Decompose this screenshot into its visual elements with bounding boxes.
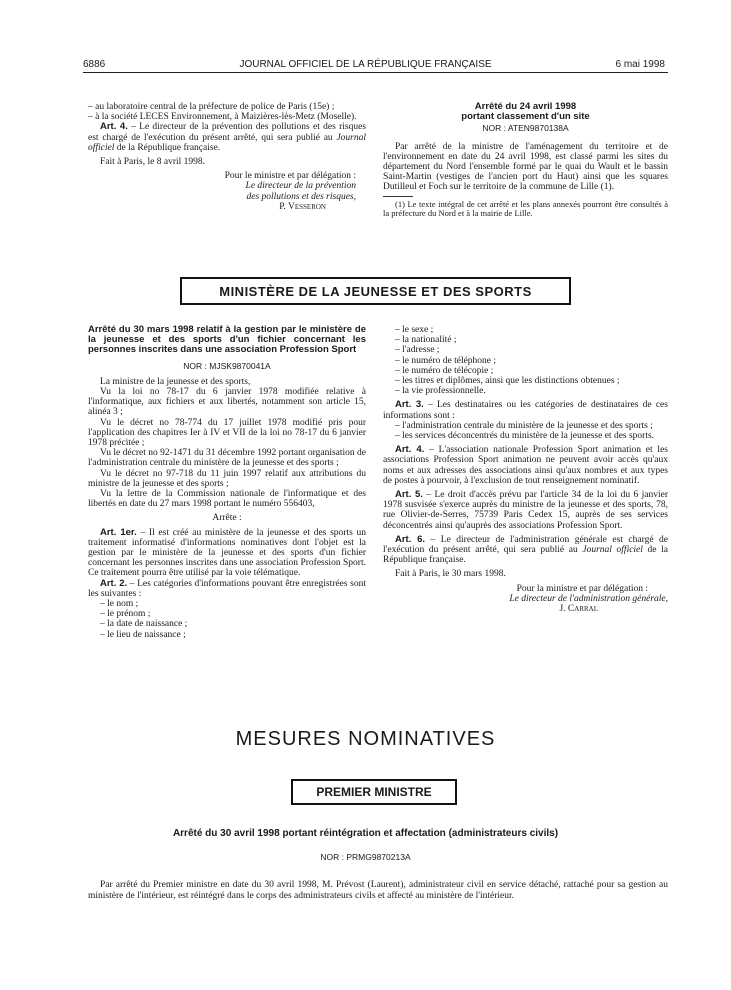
article-4: Art. 4. – L'association nationale Profession Sport animation et les associations Profession Sport animation ne peuvent avoir accès qu'aux noms et aux adresses des associations ainsi qu'aux nombres et aux types de postes à pourvoir, à l'exclusion de tout renseignement nominatif.: [383, 444, 668, 486]
mid-left-column: [88, 325, 366, 640]
top-right-column: [383, 102, 668, 219]
article-5: Art. 5. – Le droit d'accès prévu par l'article 34 de la loi du 6 janvier 1978 susvisée s'exerce auprès du ministre de la jeunesse et des sports, 78, rue Olivier-de-Serres, 75739 Paris Cedex 15, auprès de ses services déconcentrés ainsi qu'auprès des associations Profession Sport.: [383, 489, 668, 531]
nor-reference: NOR : MJSK9870041A: [183, 360, 271, 371]
nor-reference: NOR : ATEN9870138A: [482, 123, 569, 134]
mid-right-column: [383, 325, 668, 614]
signature-line: Pour le ministre et par délégation :: [224, 171, 356, 182]
list-item: – le numéro de téléphone ;: [395, 355, 497, 366]
list-item: – les services déconcentrés du ministère de la jeunesse et des sports.: [395, 431, 655, 442]
list-item: – le numéro de télécopie ;: [395, 365, 494, 376]
list-item: – le lieu de naissance ;: [100, 629, 186, 640]
signature-name: P. Vesseron: [279, 201, 326, 212]
arrete-heading: Arrête :: [212, 513, 242, 524]
section-title: MESURES NOMINATIVES: [235, 728, 496, 750]
header-rule: [83, 72, 668, 73]
decree-subtitle: portant classement d'un site: [461, 111, 590, 123]
decree-title: Arrêté du 24 avril 1998: [474, 101, 577, 112]
signature-title: Le directeur de la prévention: [245, 181, 356, 192]
list-item: – au laboratoire central de la préfecture de police de Paris (15e) ;: [88, 102, 335, 112]
decree-body: Par arrêté de la ministre de l'aménagement du territoire et de l'environnement en date du 24 avril 1998, est classé parmi les sites du département du Nord l'ensemble formé par le quai du Wault et le bassin Saint-Martin (vestiges de l'ancien port du Haut) ainsi que les squares Dutilleul et Foch sur le territoire de la commune de Lille (1).: [383, 141, 668, 193]
paragraph: Vu le décret no 97-718 du 11 juin 1997 relatif aux attributions du ministre de la jeunesse et des sports ;: [88, 468, 366, 489]
list-item: – le sexe ;: [395, 325, 434, 335]
list-item: – l'administration centrale du ministère de la jeunesse et des sports ;: [395, 420, 653, 431]
list-item: – la date de naissance ;: [100, 619, 188, 630]
paragraph: Vu le décret no 78-774 du 17 juillet 1978 modifié pris pour l'application des chapitres Ier à IV et VII de la loi no 78-17 du 6 janvier 1978 précitée ;: [88, 417, 366, 449]
signature-name: J. Carral: [559, 604, 598, 615]
list-item: – le nom ;: [100, 599, 139, 610]
decree-title: Arrêté du 30 avril 1998 portant réintégration et affectation (administrateurs civils): [172, 828, 559, 839]
done-at: Fait à Paris, le 30 mars 1998.: [395, 569, 506, 580]
footnote: (1) Le texte intégral de cet arrêté et les plans annexés pourront être consultés à la préfecture du Nord et à la mairie de Lille.: [383, 198, 668, 219]
article-3: Art. 3. – Les destinataires ou les catégories de destinataires de ces informations sont :: [383, 399, 668, 421]
list-item: – l'adresse ;: [395, 345, 440, 356]
article-6: Art. 6. – Le directeur de l'administration générale est chargé de l'exécution du présent arrêté, qui sera publié au Journal officiel de la République française.: [383, 533, 668, 566]
issue-date: 6 mai 1998: [615, 59, 665, 70]
signature-line: Pour la ministre et par délégation :: [516, 583, 648, 594]
decree-title: Arrêté du 30 mars 1998 relatif à la gestion par le ministère de la jeunesse et des sports d'un fichier concernant les personnes inscrites dans une association Profession Sport: [88, 324, 366, 356]
list-item: – la nationalité ;: [395, 335, 457, 346]
signature-title: des pollutions et des risques,: [246, 191, 356, 202]
nor-reference: NOR : PRMG9870213A: [320, 852, 411, 862]
paragraph: La ministre de la jeunesse et des sports,: [100, 376, 251, 387]
ministry-heading: MINISTÈRE DE LA JEUNESSE ET DES SPORTS: [180, 277, 571, 305]
list-item: – les titres et diplômes, ainsi que les distinctions obtenues ;: [395, 376, 620, 387]
paragraph: Vu la lettre de la Commission nationale de l'informatique et des libertés en date du 27 mars 1998 portant le numéro 556403,: [88, 489, 366, 510]
decree-body: Par arrêté du Premier ministre en date du 30 avril 1998, M. Prévost (Laurent), administrateur civil en service détaché, rattaché pour sa gestion au ministère de l'intérieur, est réintégré dans le corps des administrateurs civils et affecté au ministère de l'intérieur.: [88, 880, 668, 901]
article-1: Art. 1er. – Il est créé au ministère de la jeunesse et des sports un traitement informatisé d'informations nominatives dont l'objet est la gestion par le ministère de la jeunesse et des sports d'un fichier concernant les personnes inscrites dans une association Profession Sport. Ce traitement pourra être utilisé par la voie télématique.: [88, 526, 366, 579]
footnote-rule: [383, 196, 413, 197]
premier-ministre-heading: PREMIER MINISTRE: [291, 779, 457, 805]
article-2: Art. 2. – Les catégories d'informations pouvant être enregistrées sont les suivantes :: [88, 577, 366, 599]
list-item: – le prénom ;: [100, 609, 151, 620]
list-item: – à la société LECES Environnement, à Maizières-lès-Metz (Moselle).: [88, 112, 357, 123]
list-item: – la vie professionnelle.: [395, 386, 486, 397]
paragraph: Vu la loi no 78-17 du 6 janvier 1978 modifiée relative à l'informatique, aux fichiers et aux libertés, notamment son article 15, alinéa 3 ;: [88, 387, 366, 418]
top-left-column: [88, 102, 366, 212]
article-4: Art. 4. – Le directeur de la prévention des pollutions et des risques est chargé de l'exécution du présent arrêté, qui sera publié au Journal officiel de la République française.: [88, 121, 366, 153]
paragraph: Vu le décret no 92-1471 du 31 décembre 1992 portant organisation de l'administration centrale du ministère de la jeunesse et des sports ;: [88, 448, 366, 469]
page-number: 6886: [83, 59, 106, 70]
journal-title: JOURNAL OFFICIEL DE LA RÉPUBLIQUE FRANÇAISE: [239, 59, 492, 70]
signature-title: Le directeur de l'administration générale,: [509, 593, 668, 604]
done-at: Fait à Paris, le 8 avril 1998.: [100, 157, 206, 168]
